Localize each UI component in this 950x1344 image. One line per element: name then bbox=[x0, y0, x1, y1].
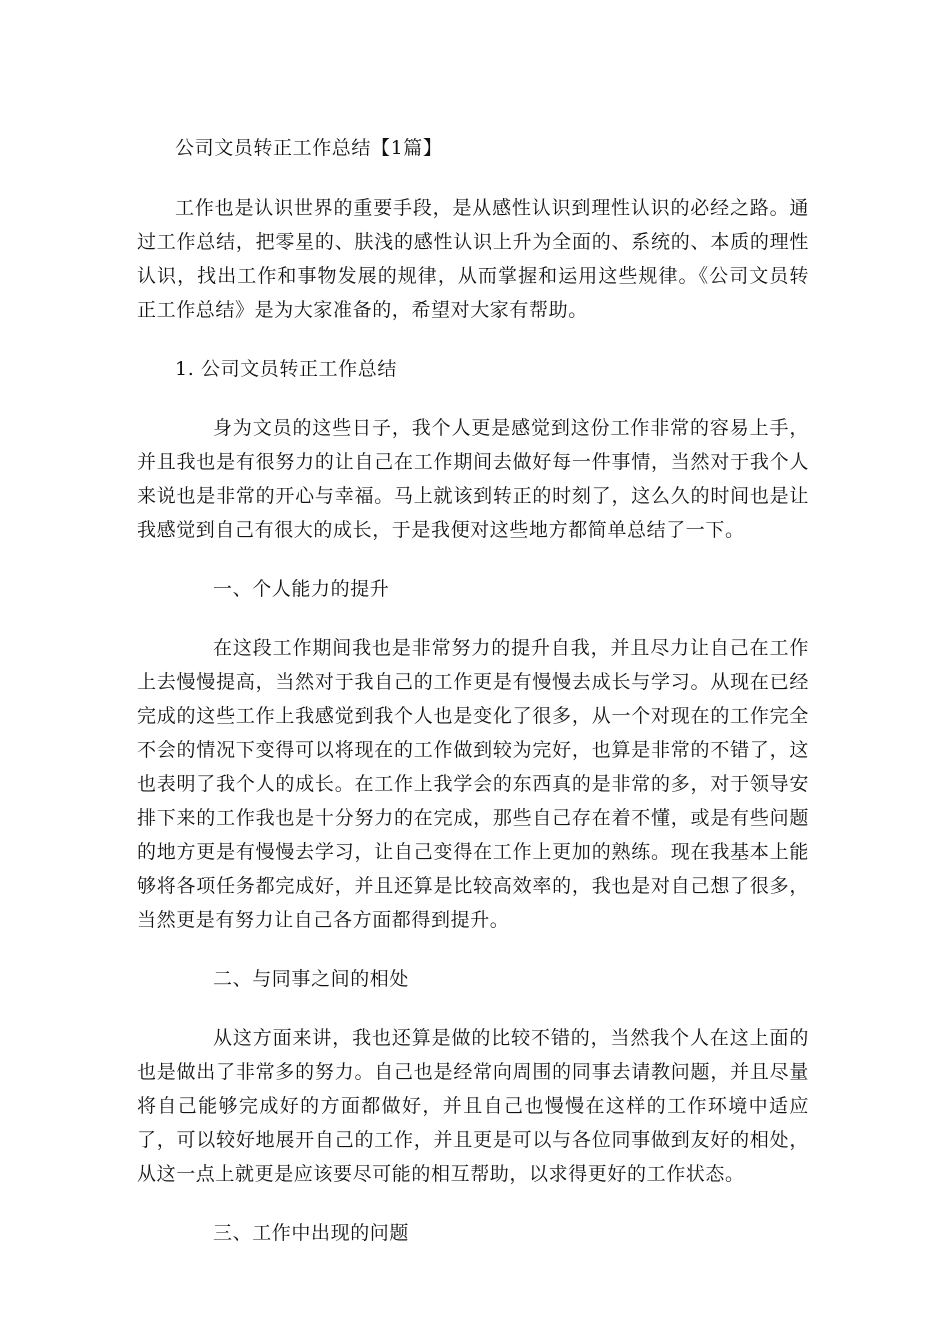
part1-heading: 一、个人能力的提升 bbox=[213, 578, 390, 600]
part1-paragraph: 在这段工作期间我也是非常努力的提升自我，并且尽力让自己在工作上去慢慢提高，当然对于我自己的工作更是有慢慢去成长与学习。从现在已经完成的这些工作上我感觉到我个人也是变化了很多，从一个对现在的工作完全不会的情况下变得可以将现在的工作做到较为完好，也算是非常的不错了，这也表明了我个人的成长。在工作上我学会的东西真的是非常的多，对于领导安排下来的工作我也是十分努力的在完成，那些自己存在着不懂，或是有些问题的地方更是有慢慢去学习，让自己变得在工作上更加的熟练。现在我基本上能够将各项任务都完成好，并且还算是比较高效率的，我也是对自己想了很多，当然更是有努力让自己各方面都得到提升。 bbox=[137, 637, 809, 931]
document-title: 公司文员转正工作总结【1篇】 bbox=[175, 137, 443, 159]
document-body bbox=[137, 131, 809, 1275]
intro-paragraph: 工作也是认识世界的重要手段，是从感性认识到理性认识的必经之路。通过工作总结，把零星的、肤浅的感性认识上升为全面的、系统的、本质的理性认识，找出工作和事物发展的规律，从而掌握和运用这些规律。《公司文员转正工作总结》是为大家准备的，希望对大家有帮助。 bbox=[137, 197, 809, 321]
section-heading: 1. 公司文员转正工作总结 bbox=[175, 358, 397, 380]
part2-paragraph: 从这方面来讲，我也还算是做的比较不错的，当然我个人在这上面的也是做出了非常多的努力。自己也是经常向周围的同事去请教问题，并且尽量将自己能够完成好的方面都做好，并且自己也慢慢在这样的工作环境中适应了，可以较好地展开自己的工作，并且更是可以与各位同事做到友好的相处，从这一点上就更是应该要尽可能的相互帮助，以求得更好的工作状态。 bbox=[137, 1027, 809, 1185]
part3-heading: 三、工作中出现的问题 bbox=[213, 1222, 410, 1244]
opening-paragraph: 身为文员的这些日子，我个人更是感觉到这份工作非常的容易上手，并且我也是有很努力的让自己在工作期间去做好每一件事情，当然对于我个人来说也是非常的开心与幸福。马上就该到转正的时刻了，这么久的时间也是让我感觉到自己有很大的成长，于是我便对这些地方都简单总结了一下。 bbox=[137, 417, 809, 541]
part2-heading: 二、与同事之间的相处 bbox=[213, 968, 410, 990]
